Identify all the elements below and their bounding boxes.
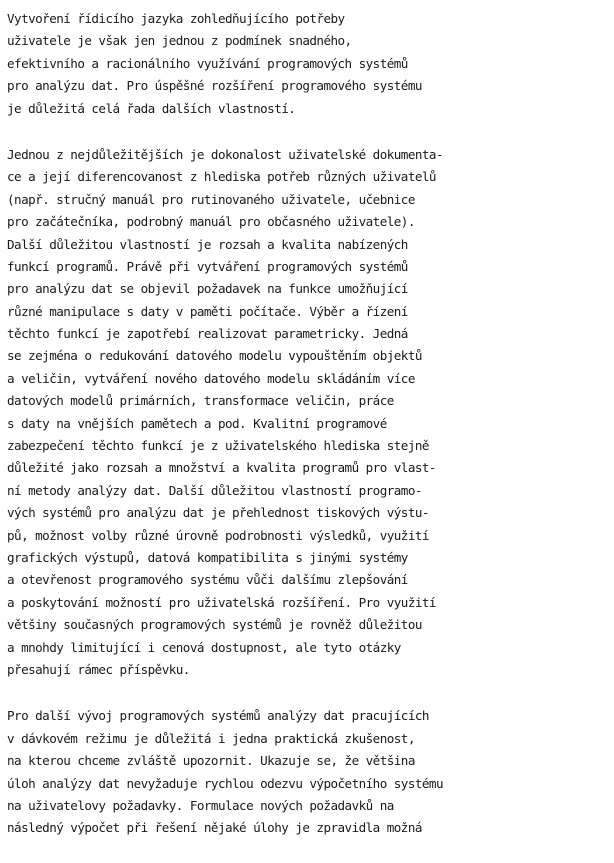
text-line: důležité jako rozsah a množství a kvalita programů pro vlast- <box>7 460 436 476</box>
text-line: pro analýzu dat se objevil požadavek na funkce umožňující <box>7 281 408 297</box>
text-line: efektivního a racionálního využívání programových systémů <box>7 55 408 71</box>
text-line: Pro další vývoj programových systémů analýzy dat pracujících <box>7 708 429 724</box>
text-line: přesahují rámec příspěvku. <box>7 661 190 677</box>
text-line: v dávkovém režimu je důležitá i jedna praktická zkušenost, <box>7 730 415 746</box>
text-line: Jednou z nejdůležitějších je dokonalost uživatelské dokumenta- <box>7 146 443 162</box>
text-line: s daty na vnějších pamětech a pod. Kvalitní programové <box>7 415 387 431</box>
text-line: těchto funkcí je zapotřebí realizovat parametricky. Jedná <box>7 326 408 342</box>
paragraph-1 <box>7 8 611 120</box>
text-line: různé manipulace s daty v paměti počítače. Výběr a řízení <box>7 303 408 319</box>
text-line: pro analýzu dat. Pro úspěšné rozšíření programového systému <box>7 78 422 94</box>
text-line: na uživatelovy požadavky. Formulace nových požadavků na <box>7 797 394 813</box>
text-line: ce a její diferencovanost z hlediska potřeb různých uživatelů <box>7 169 436 185</box>
text-line: (např. stručný manuál pro rutinovaného uživatele, učebnice <box>7 191 415 207</box>
text-line: pů, možnost volby různé úrovně podrobnosti výsledků, využití <box>7 527 429 543</box>
text-line: následný výpočet při řešení nějaké úlohy je zpravidla možná <box>7 820 422 836</box>
text-line: je důležitá celá řada dalších vlastností. <box>7 100 296 116</box>
text-line: Další důležitou vlastností je rozsah a kvalita nabízených <box>7 236 408 252</box>
text-line: Vytvoření řídicího jazyka zohledňujícího potřeby <box>7 11 345 26</box>
text-line: vých systémů pro analýzu dat je přehlednost tiskových výstu- <box>7 505 429 521</box>
text-line: uživatele je však jen jednou z podmínek snadného, <box>7 33 352 49</box>
text-line: a otevřenost programového systému vůči dalšímu zlepšování <box>7 572 408 588</box>
text-line: funkcí programů. Právě při vytváření programových systémů <box>7 258 408 274</box>
text-line: a poskytování možností pro uživatelská rozšíření. Pro využití <box>7 594 436 610</box>
text-line: a veličin, vytváření nového datového modelu skládáním více <box>7 370 415 386</box>
text-line: pro začátečníka, podrobný manuál pro občasného uživatele). <box>7 214 415 230</box>
text-line: zabezpečení těchto funkcí je z uživatelského hlediska stejně <box>7 438 429 454</box>
text-line: ní metody analýzy dat. Další důležitou vlastností programo- <box>7 482 422 498</box>
text-line: na kterou chceme zvláště upozornit. Ukazuje se, že většina <box>7 753 415 769</box>
text-line: úloh analýzy dat nevyžaduje rychlou odezvu výpočetního systému <box>7 775 443 791</box>
text-line: a mnohdy limitující i cenová dostupnost, ale tyto otázky <box>7 639 401 655</box>
text-line: se zejména o redukování datového modelu vypouštěním objektů <box>7 348 422 364</box>
text-line: datových modelů primárních, transformace veličin, práce <box>7 393 394 409</box>
paragraph-3 <box>7 705 611 839</box>
text-line: většiny současných programových systémů je rovněž důležitou <box>7 617 422 633</box>
document-page <box>7 8 611 840</box>
text-line: grafických výstupů, datová kompatibilita s jinými systémy <box>7 549 408 565</box>
paragraph-2 <box>7 144 611 681</box>
